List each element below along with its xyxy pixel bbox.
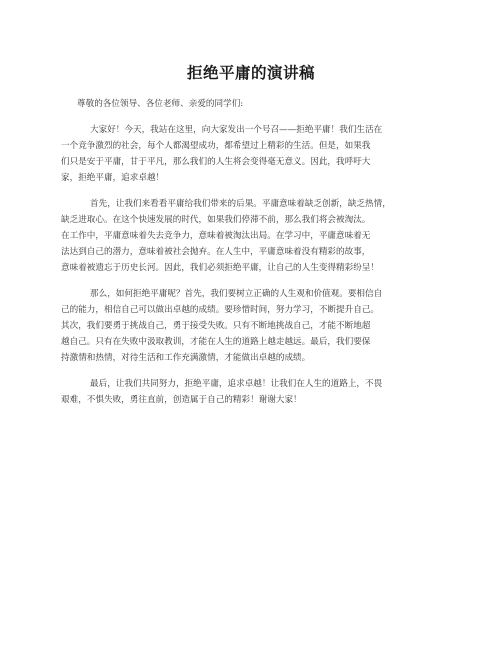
paragraph-line: 最后，让我们共同努力，拒绝平庸，追求卓越！让我们在人生的道路上，不畏 <box>90 379 383 390</box>
document-title: 拒绝平庸的演讲稿 <box>186 64 315 82</box>
paragraph-line: 一个竞争激烈的社会，每个人都渴望成功，都希望过上精彩的生活。但是，如果我 <box>61 141 371 152</box>
paragraph-line: 首先，让我们来看看平庸给我们带来的后果。平庸意味着缺乏创新，缺乏热情， <box>90 199 391 210</box>
paragraph-line: 艰难，不惧失败，勇往直前，创造属于自己的精彩！谢谢大家！ <box>61 395 302 406</box>
salutation-line: 尊敬的各位领导、各位老师、亲爱的同学们: <box>77 99 244 109</box>
paragraph-line: 意味着被遗忘于历史长河。因此，我们必须拒绝平庸，让自己的人生变得精彩纷呈！ <box>61 263 379 274</box>
document-body <box>61 97 446 420</box>
paragraph-line: 们只是安于平庸，甘于平凡，那么我们的人生将会变得毫无意义。因此，我呼吁大 <box>61 157 371 168</box>
paragraph-3 <box>61 287 446 366</box>
paragraph-4 <box>61 377 446 409</box>
paragraph-line: 大家好！今天，我站在这里，向大家发出一个号召——拒绝平庸！我们生活在 <box>90 125 383 136</box>
paragraph-line: 持激情和热情，对待生活和工作充满激情，才能做出卓越的成绩。 <box>61 352 311 363</box>
paragraph-line: 那么，如何拒绝平庸呢？首先，我们要树立正确的人生观和价值观。要相信自 <box>90 289 383 300</box>
paragraph-line: 法达到自己的潜力，意味着被社会抛弃。在人生中，平庸意味着没有精彩的故事， <box>61 247 371 258</box>
paragraph-line: 家，拒绝平庸，追求卓越！ <box>61 173 165 184</box>
salutation <box>61 97 446 113</box>
paragraph-1 <box>61 123 446 187</box>
paragraph-line: 在工作中，平庸意味着失去竞争力，意味着被淘汰出局。在学习中，平庸意味着无 <box>61 231 371 242</box>
paragraph-2 <box>61 197 446 276</box>
paragraph-line: 越自己。只有在失败中汲取教训，才能在人生的道路上越走越远。最后，我们要保 <box>61 337 371 348</box>
paragraph-line: 缺乏进取心。在这个快速发展的时代，如果我们停滞不前，那么我们将会被淘汰。 <box>61 215 371 226</box>
paragraph-line: 己的能力，相信自己可以做出卓越的成绩。要珍惜时间，努力学习，不断提升自己。 <box>61 305 379 316</box>
paragraph-line: 其次，我们要勇于挑战自己，勇于接受失败。只有不断地挑战自己，才能不断地超 <box>61 321 371 332</box>
